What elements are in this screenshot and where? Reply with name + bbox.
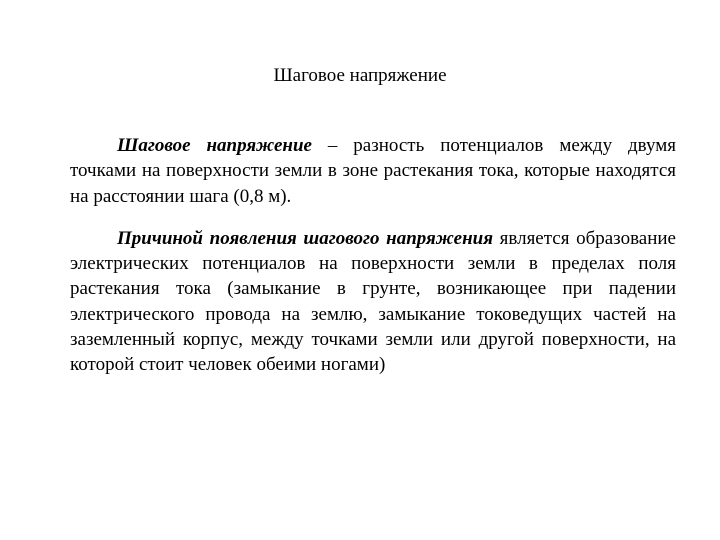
slide-title: Шаговое напряжение [273, 65, 447, 86]
definition-term: Шаговое напряжение [117, 135, 312, 156]
cause-term: Причиной появления шагового напряжения [117, 227, 493, 249]
slide-body [70, 133, 676, 378]
definition-text: – разность потенциалов между двумя точками на поверхности земли в зоне растекания тока, которые находятся на расстоянии шага (0,8 м). [70, 135, 676, 207]
definition-paragraph [70, 133, 676, 209]
cause-paragraph [70, 226, 676, 378]
cause-text: является образование электрических потенциалов на поверхности земли в пределах поля растекания тока (замыкание в грунте, возникающее при падении электрического провода на землю, замыкание токоведущих частей на заземленный корпус, между точками земли или другой поверхности, на которой стоит человек обеими ногами) [70, 227, 676, 376]
